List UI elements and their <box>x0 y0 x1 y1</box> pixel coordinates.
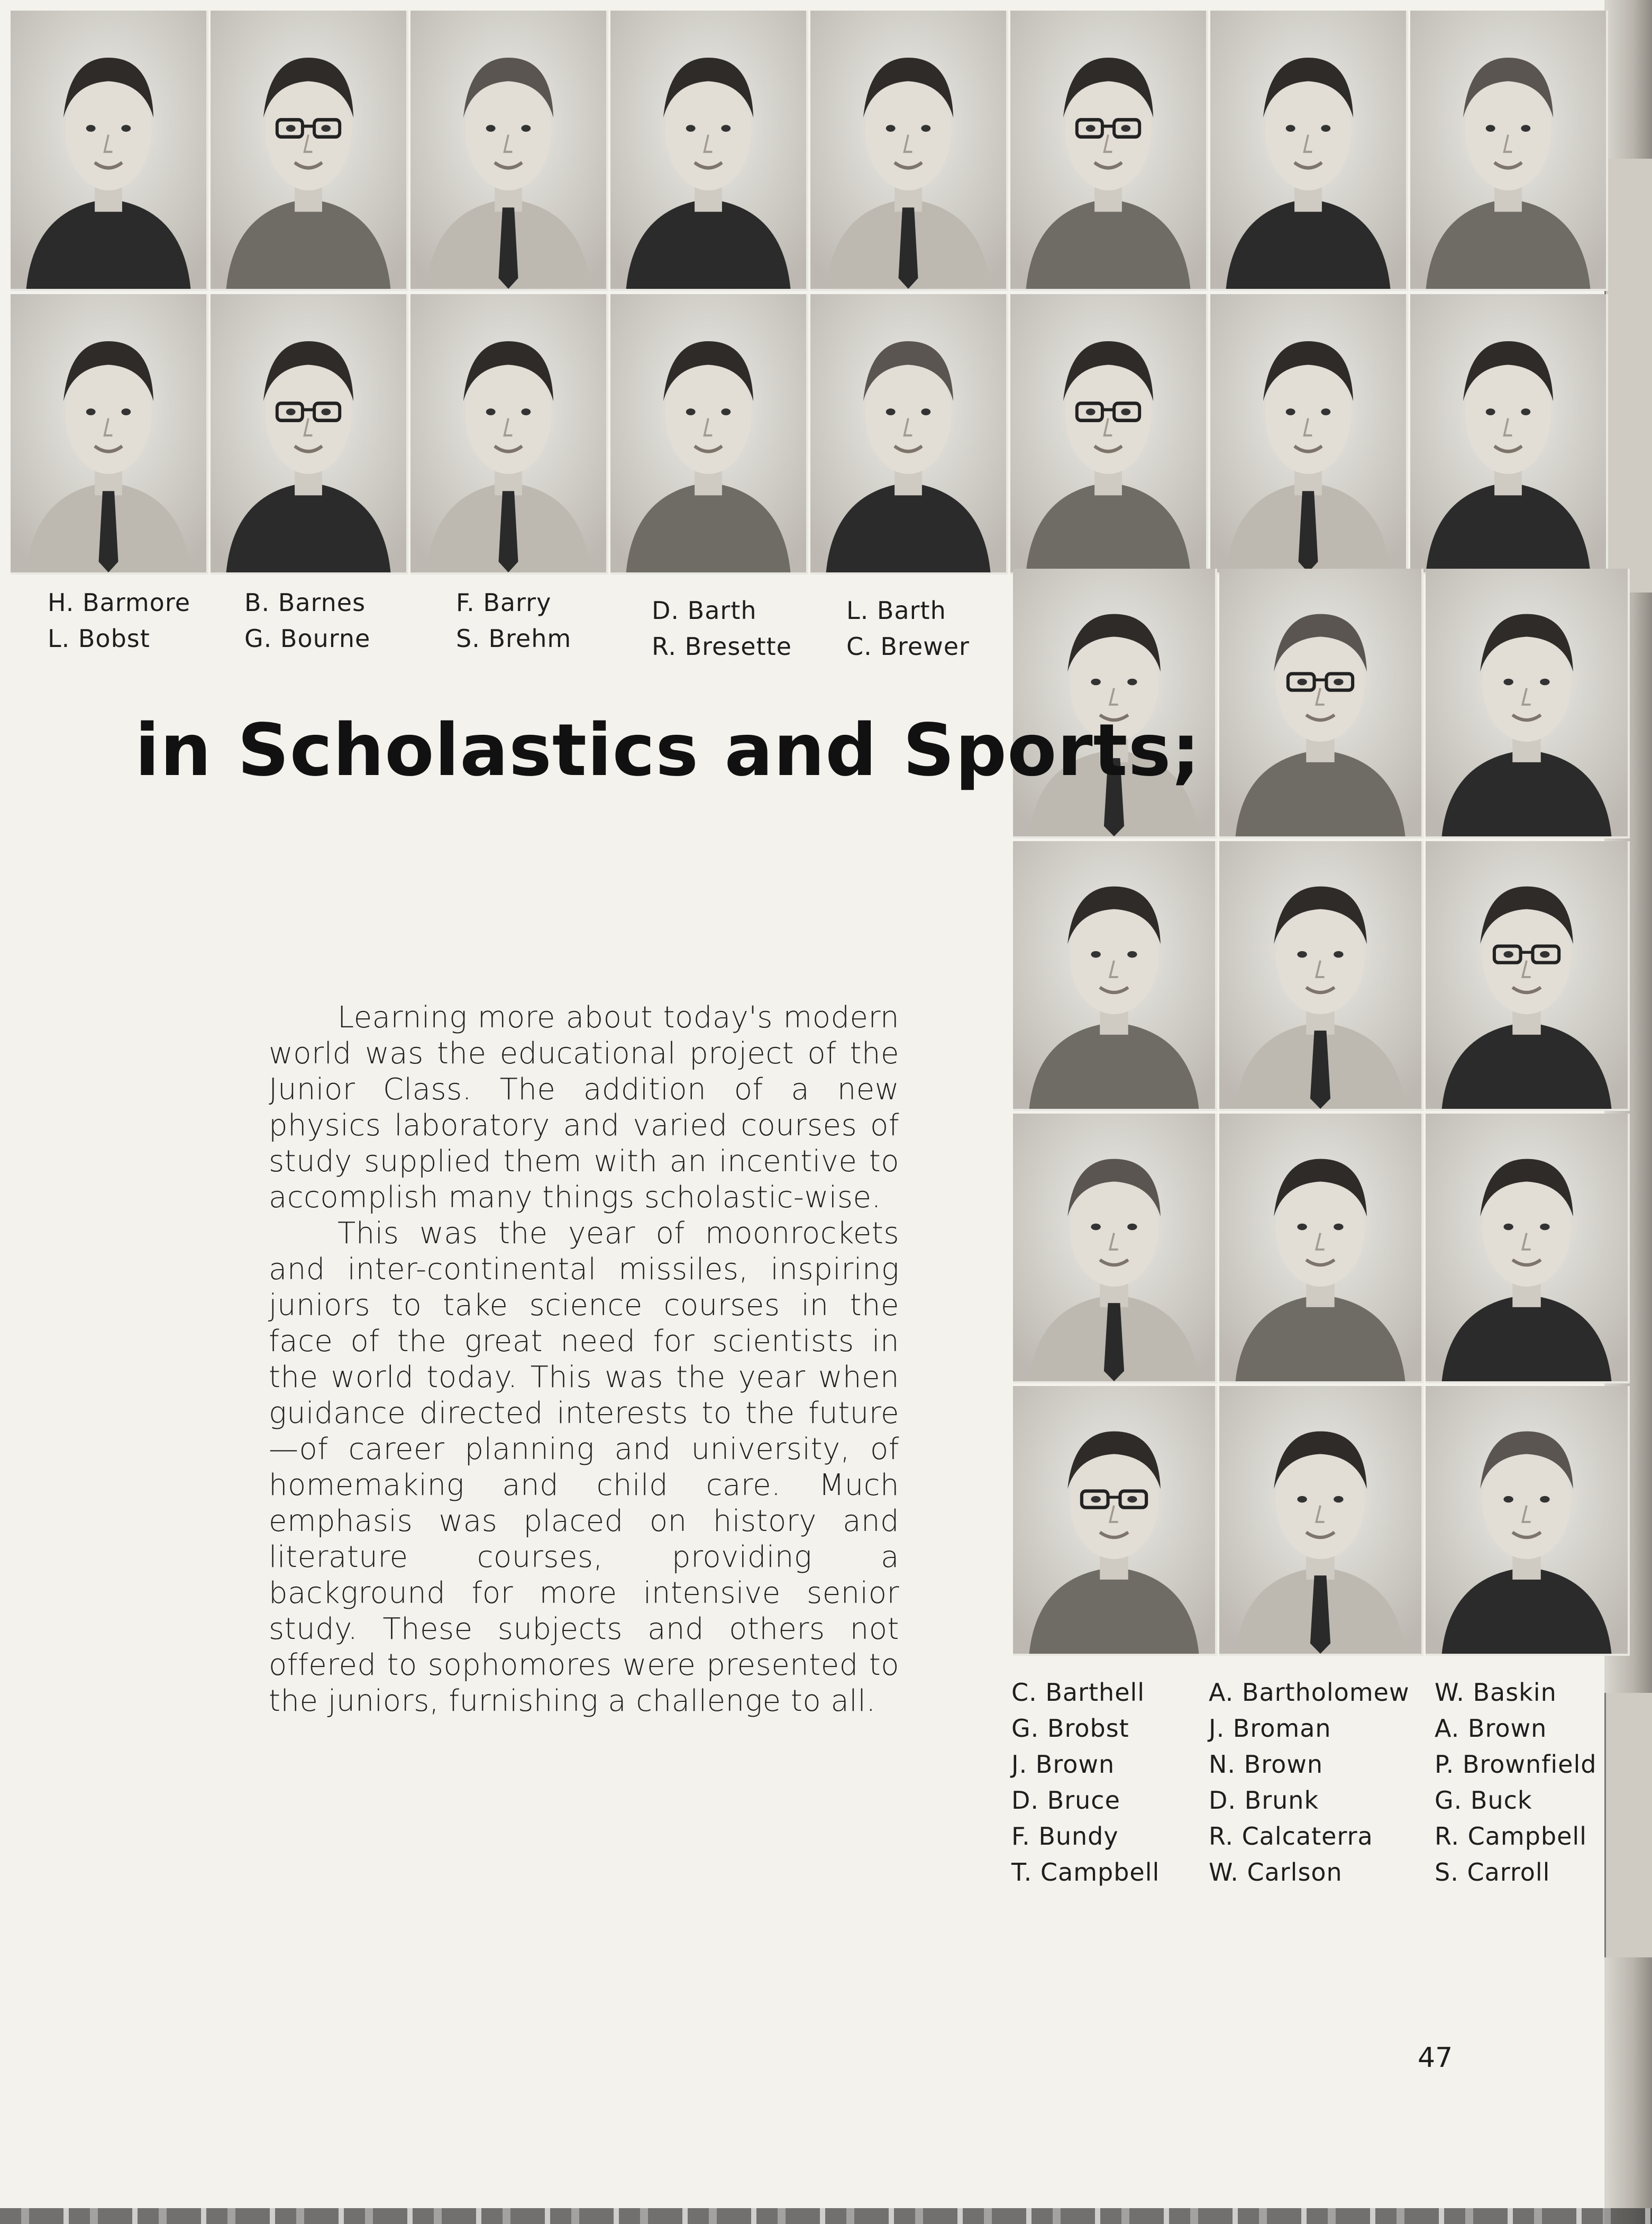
name-label: R. Campbell <box>1435 1822 1587 1851</box>
portrait-photo <box>11 11 208 291</box>
portrait-photo <box>211 11 408 291</box>
name-label: A. Bartholomew <box>1209 1678 1410 1707</box>
headline: in Scholastics and Sports; <box>135 709 1201 792</box>
name-column-2 <box>244 585 370 657</box>
name-column-5 <box>846 593 970 664</box>
name-label: F. Bundy <box>1011 1822 1119 1851</box>
name-label: C. Brewer <box>846 632 970 661</box>
name-label: F. Barry <box>456 588 552 617</box>
right-name-column-2 <box>1209 1674 1410 1890</box>
name-label: J. Broman <box>1209 1714 1331 1743</box>
name-label: S. Brehm <box>456 624 572 653</box>
name-label: H. Barmore <box>48 588 191 617</box>
name-column-1 <box>48 585 190 657</box>
portrait-photo <box>1013 1114 1217 1383</box>
name-label: D. Brunk <box>1209 1786 1319 1815</box>
name-label: G. Buck <box>1435 1786 1532 1815</box>
portrait-photo <box>1013 569 1217 838</box>
portrait-photo <box>1210 294 1408 575</box>
portrait-photo <box>1410 11 1608 291</box>
scan-edge-strip <box>0 2208 1652 2224</box>
portrait-photo <box>1013 841 1217 1111</box>
name-label: A. Brown <box>1435 1714 1547 1743</box>
name-label: R. Calcaterra <box>1209 1822 1373 1851</box>
name-label: G. Brobst <box>1011 1714 1129 1743</box>
portrait-photo <box>610 11 808 291</box>
portrait-photo <box>1426 569 1630 838</box>
body-paragraph: Learning more about today's modern world was the educational project of the Junior Class. The addition of a new physics laboratory and varied courses of study supplied them with an incentive to accomplish many things scholastic-wise. <box>269 1000 899 1215</box>
portrait-photo <box>410 11 608 291</box>
portrait-photo <box>11 294 208 575</box>
name-label: R. Bresette <box>652 632 792 661</box>
portrait-photo <box>410 294 608 575</box>
portrait-photo <box>1210 11 1408 291</box>
name-label: D. Barth <box>652 596 757 625</box>
body-paragraph: This was the year of moonrockets and inter-continental missiles, inspiring juniors to take science courses in the face of the great need for scientists in the world today. This was the year when guidance directed interests to the future—of career planning and university, of homemaking and child care. Much emphasis was placed on history and literature courses, providing a background for more intensive senior study. These subjects and others not offered to sophomores were presented to the juniors, furnishing a challenge to all. <box>269 1216 899 1718</box>
name-column-3 <box>456 585 571 657</box>
portrait-photo <box>610 294 808 575</box>
body-text <box>269 1000 899 1719</box>
portrait-photo <box>1219 1114 1423 1383</box>
portrait-photo <box>1426 841 1630 1111</box>
name-label: L. Barth <box>846 596 946 625</box>
portrait-photo <box>1219 569 1423 838</box>
portrait-photo <box>211 294 408 575</box>
portrait-photo <box>1219 1386 1423 1656</box>
name-label: N. Brown <box>1209 1750 1324 1779</box>
name-label: L. Bobst <box>48 624 150 653</box>
name-column-4 <box>652 593 792 664</box>
name-label: C. Barthell <box>1011 1678 1145 1707</box>
portrait-photo <box>810 294 1008 575</box>
name-label: W. Baskin <box>1435 1678 1557 1707</box>
name-label: S. Carroll <box>1435 1858 1550 1886</box>
right-name-column-3 <box>1435 1674 1596 1890</box>
portrait-photo <box>1013 1386 1217 1656</box>
name-label: D. Bruce <box>1011 1786 1120 1815</box>
page-number: 47 <box>1418 2042 1453 2074</box>
page-edge <box>1604 0 1652 2224</box>
portrait-photo <box>810 11 1008 291</box>
portrait-photo <box>1410 294 1608 575</box>
portrait-photo <box>1426 1114 1630 1383</box>
name-label: W. Carlson <box>1209 1858 1343 1886</box>
name-label: B. Barnes <box>244 588 366 617</box>
name-label: G. Bourne <box>244 624 371 653</box>
portrait-photo <box>1219 841 1423 1111</box>
name-label: T. Campbell <box>1011 1858 1160 1886</box>
name-label: J. Brown <box>1011 1750 1115 1779</box>
name-label: P. Brownfield <box>1435 1750 1597 1779</box>
portrait-photo <box>1426 1386 1630 1656</box>
portrait-photo <box>1010 11 1208 291</box>
portrait-photo <box>1010 294 1208 575</box>
right-name-column-1 <box>1011 1674 1160 1890</box>
